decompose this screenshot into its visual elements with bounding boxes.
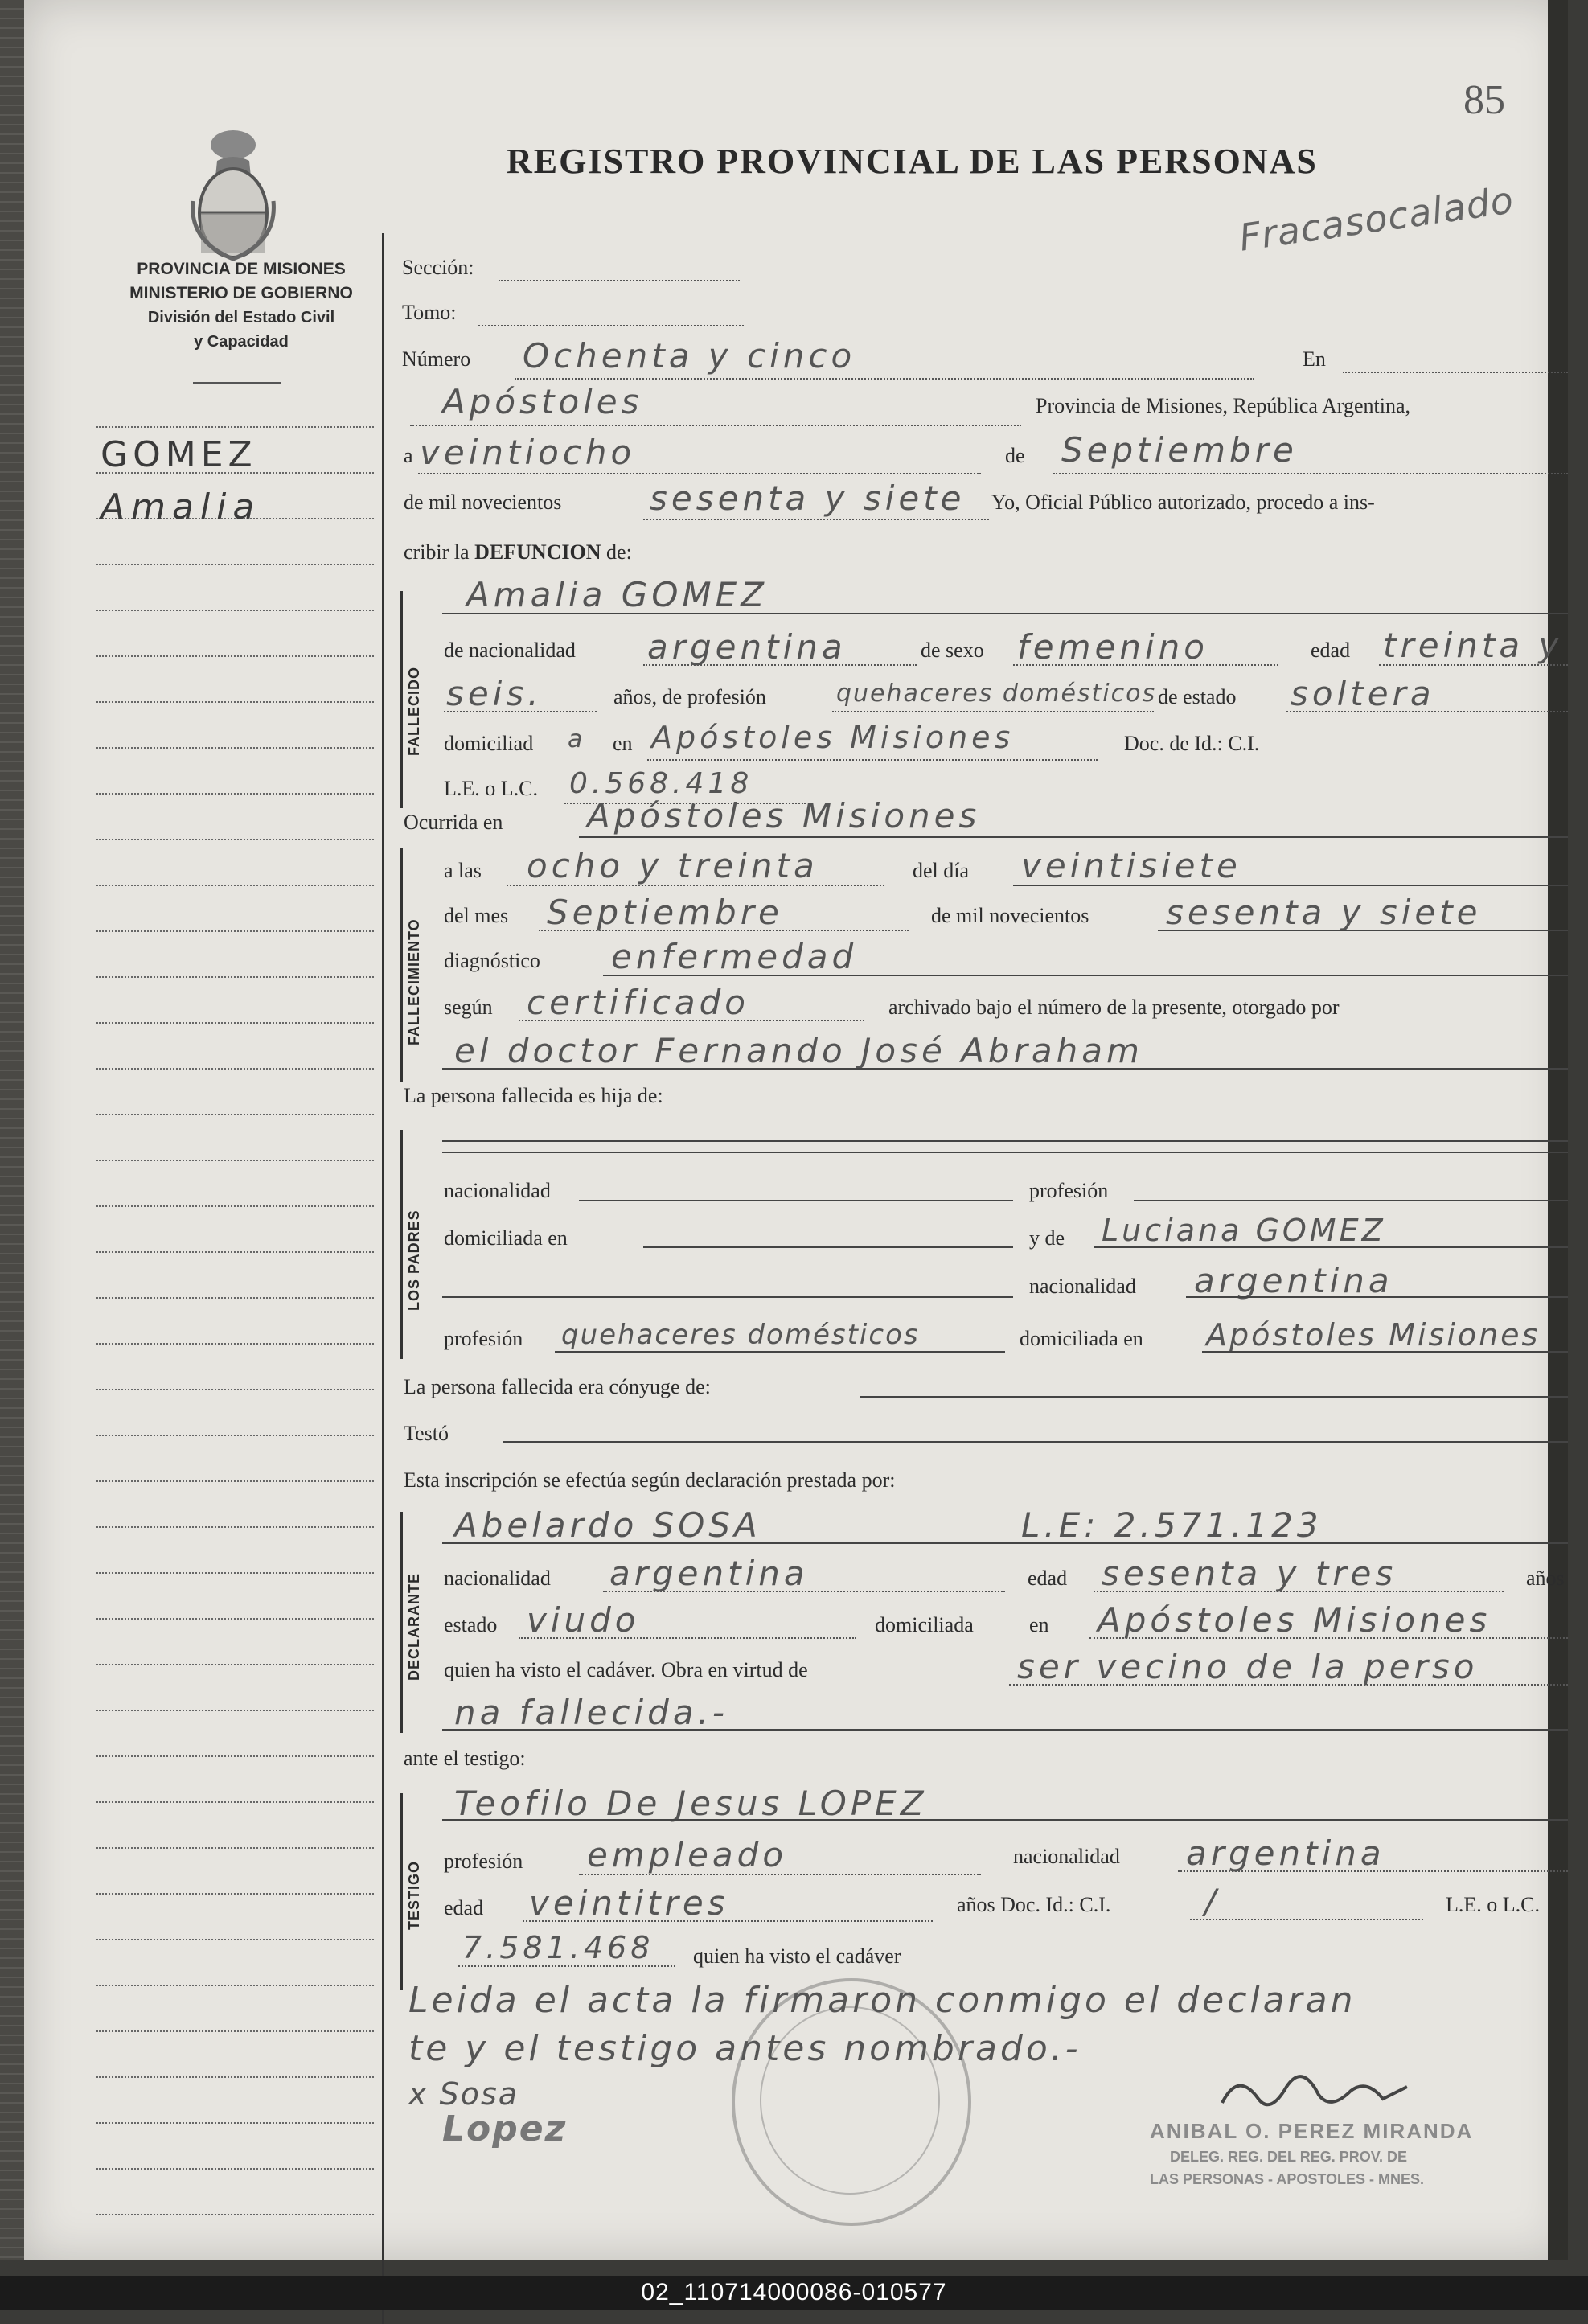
label-del-mes: del mes — [444, 904, 509, 927]
label-tomo: Tomo: — [402, 301, 457, 324]
margin-rule-line — [96, 1389, 374, 1390]
margin-rule-line — [96, 2214, 374, 2215]
rule-mes — [1053, 473, 1568, 474]
label-de-estado: de estado — [1158, 685, 1237, 708]
value-ocurrida: Apóstoles Misiones — [587, 796, 981, 836]
value-sexo: femenino — [1017, 627, 1208, 667]
label-de-mil-novecientos: de mil novecientos — [404, 491, 562, 514]
value-edad-a: treinta y — [1383, 626, 1563, 665]
margin-rule-line — [96, 1618, 374, 1620]
margin-rule-line — [96, 976, 374, 978]
margin-rule-line — [96, 747, 374, 749]
rule-anio — [643, 519, 989, 520]
margin-rule-line — [96, 1068, 374, 1070]
label-quien-cadaver2: quien ha visto el cadáver — [693, 1944, 901, 1968]
margin-rule-line — [96, 793, 374, 795]
margin-rule-line — [96, 1343, 374, 1345]
value-medico: el doctor Fernando José Abraham — [454, 1031, 1143, 1070]
rule-lugar — [410, 425, 1021, 426]
value-decl-dom: Apóstoles Misiones — [1098, 1600, 1492, 1640]
rule-declarante — [442, 1542, 1568, 1544]
margin-rule-line — [96, 885, 374, 886]
official-title-2: LAS PERSONAS - APOSTOLES - MNES. — [1150, 2171, 1425, 2187]
rule-edad-b — [444, 711, 597, 712]
rule-numero — [515, 378, 1254, 380]
value-nombre: Amalia GOMEZ — [466, 575, 768, 614]
margin-rule-line — [96, 1985, 374, 1986]
label-hija-de: La persona fallecida es hija de: — [404, 1084, 663, 1107]
margin-rule-line — [96, 1435, 374, 1436]
signature-testigo: Lopez — [442, 2108, 568, 2149]
rule-padre-nombre-a — [442, 1140, 1568, 1142]
label-yo-oficial: Yo, Oficial Público autorizado, procedo a ins- — [991, 491, 1375, 514]
rule-padre-prof — [1134, 1200, 1568, 1201]
margin-rule-line — [96, 1939, 374, 1940]
rule-nacionalidad — [643, 664, 917, 666]
label-segun: según — [444, 996, 493, 1019]
rule-edad-a — [1379, 664, 1568, 666]
rule-medico — [442, 1068, 1568, 1070]
value-madre-prof: quehaceres domésticos — [561, 1319, 920, 1351]
rule-decl-razon-a — [1009, 1684, 1568, 1686]
value-mes-fallec: Septiembre — [547, 893, 783, 932]
label-nacionalidad3: nacionalidad — [444, 1566, 551, 1590]
label-nacionalidad4: nacionalidad — [1013, 1845, 1120, 1868]
label-del-dia: del día — [913, 859, 970, 882]
rule-decl-razon-b — [442, 1729, 1568, 1731]
margin-rule-line — [96, 1297, 374, 1299]
closing-line-a: Leida el acta la firmaron conmigo el declaran — [408, 1980, 1356, 2021]
closing-line-b: te y el testigo antes nombrado.- — [408, 2028, 1081, 2069]
label-en: En — [1303, 347, 1326, 371]
label-de: de — [1005, 444, 1025, 467]
value-test-edad: veintitres — [529, 1883, 729, 1923]
page-right-edge — [1548, 0, 1568, 2260]
margin-rule-line — [96, 564, 374, 565]
label-doc-id: Doc. de Id.: C.I. — [1124, 732, 1260, 755]
inscribir-post: de: — [601, 540, 632, 564]
label-edad4: edad — [444, 1896, 484, 1920]
value-decl-nac: argentina — [609, 1554, 809, 1593]
value-madre-dom: Apóstoles Misiones — [1206, 1317, 1541, 1353]
margin-rule-line — [96, 701, 374, 703]
value-edad-b: seis. — [446, 674, 543, 713]
value-domicilio: Apóstoles Misiones — [651, 720, 1015, 755]
value-mes: Septiembre — [1061, 430, 1298, 470]
rule-test-edad — [523, 1920, 933, 1922]
official-seal-inner — [760, 2006, 940, 2195]
label-inscribir — [404, 540, 632, 565]
coat-of-arms-icon — [185, 121, 281, 261]
value-declarante-le: L.E: 2.571.123 — [1021, 1505, 1323, 1545]
label-anos3: años — [1526, 1566, 1565, 1590]
section-fallecimiento-label: FALLECIMIENTO — [406, 918, 422, 1045]
value-decl-razon-b: na fallecida.- — [454, 1693, 729, 1732]
value-profesion: quehaceres domésticos — [836, 680, 1157, 708]
rule-decl-dom — [1089, 1637, 1568, 1639]
margin-surname: GOMEZ — [101, 434, 257, 475]
margin-rule-line — [96, 655, 374, 657]
rule-testigo — [442, 1819, 1568, 1821]
label-en-domicilio: en — [613, 732, 633, 755]
value-numero: Ochenta y cinco — [523, 336, 856, 376]
rule-test-ci — [1190, 1919, 1423, 1920]
label-anos-profesion: años, de profesión — [613, 685, 766, 708]
label-domiciliad: domiciliad — [444, 732, 534, 755]
section-fallecido-label: FALLECIDO — [406, 667, 422, 756]
section-testigo-label: TESTIGO — [406, 1860, 422, 1930]
signature-declarante: x Sosa — [408, 2076, 519, 2112]
value-segun: certificado — [527, 983, 749, 1022]
document-page — [24, 0, 1568, 2260]
rule-padre-nombre-b — [442, 1152, 1568, 1153]
rule-en — [1343, 372, 1568, 373]
label-ante-testigo: ante el testigo: — [404, 1747, 526, 1770]
rule-domicilio — [647, 759, 1098, 761]
rule-ocurrida — [579, 836, 1568, 838]
margin-rule-line — [96, 1480, 374, 1482]
value-test-ci: / — [1204, 1882, 1221, 1921]
rule-decl-edad — [1094, 1591, 1504, 1592]
value-lc: 0.568.418 — [569, 767, 753, 800]
value-decl-edad: sesenta y tres — [1102, 1554, 1397, 1593]
margin-rule-line — [96, 1664, 374, 1665]
label-de-sexo: de sexo — [921, 638, 984, 662]
margin-rule-line — [96, 1710, 374, 1711]
rule-sexo — [1013, 664, 1278, 666]
section-padres-bar — [400, 1130, 403, 1359]
label-le-lc: L.E. o L.C. — [444, 777, 538, 800]
label-ocurrida-en: Ocurrida en — [404, 811, 503, 834]
label-estado: estado — [444, 1613, 498, 1636]
page-title: REGISTRO PROVINCIAL DE LAS PERSONAS — [507, 142, 1318, 181]
section-fallecido-bar — [400, 591, 403, 808]
label-le-lc4: L.E. o L.C. — [1446, 1893, 1540, 1916]
label-provincia: Provincia de Misiones, República Argentina, — [1036, 394, 1410, 417]
label-numero: Número — [402, 347, 471, 371]
margin-rule-line — [96, 1114, 374, 1115]
margin-rule-line — [96, 1801, 374, 1803]
margin-rule-line — [96, 1755, 374, 1757]
section-declarante-bar — [400, 1512, 403, 1733]
value-decl-razon-a: ser vecino de la perso — [1017, 1647, 1479, 1686]
label-domiciliada-en2: domiciliada en — [1020, 1327, 1143, 1350]
header-division: División del Estado Civil — [147, 309, 335, 326]
label-de-nacionalidad: de nacionalidad — [444, 638, 576, 662]
margin-divider — [382, 233, 384, 2324]
label-profesion4: profesión — [444, 1850, 523, 1873]
label-a: a — [404, 444, 413, 467]
rule-test-prof — [579, 1874, 981, 1875]
margin-note: Fracasocalado — [1236, 178, 1517, 260]
value-estado: soltera — [1291, 674, 1435, 713]
label-testo: Testó — [404, 1422, 449, 1445]
rule-profesion — [832, 711, 1154, 712]
rule-dia-fallec — [1013, 885, 1568, 886]
label-domiciliada3: domiciliada — [875, 1613, 974, 1636]
label-en3: en — [1029, 1613, 1049, 1636]
value-diagnostico: enfermedad — [611, 937, 858, 976]
value-dia-fallec: veintisiete — [1021, 846, 1241, 885]
label-profesion: profesión — [1029, 1179, 1109, 1202]
label-a-las: a las — [444, 859, 482, 882]
value-anio: sesenta y siete — [650, 478, 966, 518]
margin-rule-line — [96, 1205, 374, 1207]
footer-id: 02_110714000086-010577 — [641, 2279, 947, 2306]
section-declarante-label: DECLARANTE — [406, 1573, 422, 1681]
margin-rule-line — [96, 2122, 374, 2124]
rule-hora — [507, 885, 884, 886]
label-y-de: y de — [1029, 1226, 1065, 1250]
official-title-1: DELEG. REG. DEL REG. PROV. DE — [1170, 2149, 1408, 2165]
margin-rule-line — [96, 930, 374, 932]
value-anio-fallec: sesenta y siete — [1166, 893, 1482, 932]
margin-rule-line — [96, 2030, 374, 2032]
margin-rule-line — [96, 1022, 374, 1024]
label-nacionalidad2: nacionalidad — [1029, 1275, 1136, 1298]
label-quien-cadaver: quien ha visto el cadáver. Obra en virtud de — [444, 1658, 808, 1681]
inscribir-pre: cribir la — [404, 540, 475, 564]
value-domicilio-sufijo: a — [568, 725, 587, 753]
value-nacionalidad: argentina — [647, 627, 847, 667]
header-ministry: MINISTERIO DE GOBIERNO — [129, 284, 353, 302]
label-edad3: edad — [1028, 1566, 1068, 1590]
margin-rule-line — [96, 1572, 374, 1574]
label-conyuge: La persona fallecida era cónyuge de: — [404, 1375, 711, 1398]
value-madre: Luciana GOMEZ — [1102, 1213, 1386, 1248]
label-seccion: Sección: — [402, 256, 474, 279]
official-signature-icon — [1214, 2055, 1423, 2127]
value-testigo: Teofilo De Jesus LOPEZ — [454, 1784, 928, 1823]
header-province: PROVINCIA DE MISIONES — [137, 260, 346, 278]
rule-madre-prof — [555, 1351, 1005, 1353]
page-number: 85 — [1463, 77, 1505, 123]
header-capacity: y Capacidad — [194, 333, 289, 351]
value-decl-estado: viudo — [527, 1600, 640, 1640]
value-lugar: Apóstoles — [442, 382, 643, 421]
rule-estado — [1286, 711, 1568, 712]
rule-mes-fallec — [539, 930, 909, 931]
rule-decl-estado — [519, 1637, 856, 1639]
rule-test-nac — [1178, 1870, 1568, 1872]
binder-edge — [0, 0, 24, 2260]
rule-tomo — [478, 325, 744, 326]
margin-rule-line — [96, 839, 374, 840]
rule-madre-dom — [1202, 1351, 1568, 1353]
rule-seccion — [499, 280, 740, 281]
inscribir-bold: DEFUNCION — [474, 540, 601, 564]
rule-madre-nac — [1186, 1296, 1568, 1298]
value-test-prof: empleado — [587, 1835, 788, 1874]
rule-diagnostico — [603, 975, 1568, 976]
rule-decl-nac — [603, 1591, 1005, 1592]
label-anos-doc: años Doc. Id.: C.I. — [957, 1893, 1111, 1916]
value-hora: ocho y treinta — [527, 846, 819, 885]
rule-padre-nac — [579, 1200, 1013, 1201]
value-test-nac: argentina — [1186, 1833, 1385, 1873]
margin-rule-line — [96, 1160, 374, 1161]
section-fallecimiento-bar — [400, 848, 403, 1082]
rule-dia — [418, 473, 981, 474]
header-underline — [193, 382, 281, 384]
margin-rule-line — [96, 1847, 374, 1849]
rule-test-le — [458, 1965, 675, 1967]
margin-rule-line — [96, 1893, 374, 1895]
label-edad: edad — [1311, 638, 1351, 662]
margin-rule-line — [96, 426, 374, 428]
label-domiciliada-en: domiciliada en — [444, 1226, 568, 1250]
label-de-mil-nov-b: de mil novecientos — [931, 904, 1089, 927]
label-inscripcion: Esta inscripción se efectúa según declaración prestada por: — [404, 1468, 896, 1492]
rule-anio-fallec — [1158, 930, 1568, 931]
section-testigo-bar — [400, 1793, 403, 1990]
margin-rule-line — [96, 1526, 374, 1528]
margin-rule-line — [96, 610, 374, 611]
issuer-header — [88, 257, 394, 354]
margin-rule-line — [96, 1251, 374, 1253]
margin-rule-line — [96, 2168, 374, 2170]
rule-madre — [1094, 1246, 1568, 1248]
label-diagnostico: diagnóstico — [444, 949, 540, 972]
rule-segun — [519, 1020, 864, 1021]
margin-rule-line — [96, 2076, 374, 2078]
label-nacionalidad: nacionalidad — [444, 1179, 551, 1202]
rule-padre-extra — [442, 1296, 1013, 1298]
rule-conyuge — [860, 1396, 1568, 1398]
value-dia: veintiocho — [420, 433, 636, 472]
rule-padre-dom — [643, 1246, 1013, 1248]
value-test-le: 7.581.468 — [462, 1930, 654, 1965]
rule-nombre — [442, 613, 1568, 614]
value-declarante: Abelardo SOSA — [454, 1505, 761, 1545]
value-madre-nac: argentina — [1194, 1261, 1393, 1300]
label-profesion2: profesión — [444, 1327, 523, 1350]
section-padres-label: LOS PADRES — [406, 1209, 422, 1311]
label-archivado: archivado bajo el número de la presente, otorgado por — [888, 996, 1340, 1019]
margin-given-name: Amalia — [101, 487, 261, 528]
rule-testo — [503, 1441, 1568, 1443]
official-name: ANIBAL O. PEREZ MIRANDA — [1150, 2119, 1474, 2143]
